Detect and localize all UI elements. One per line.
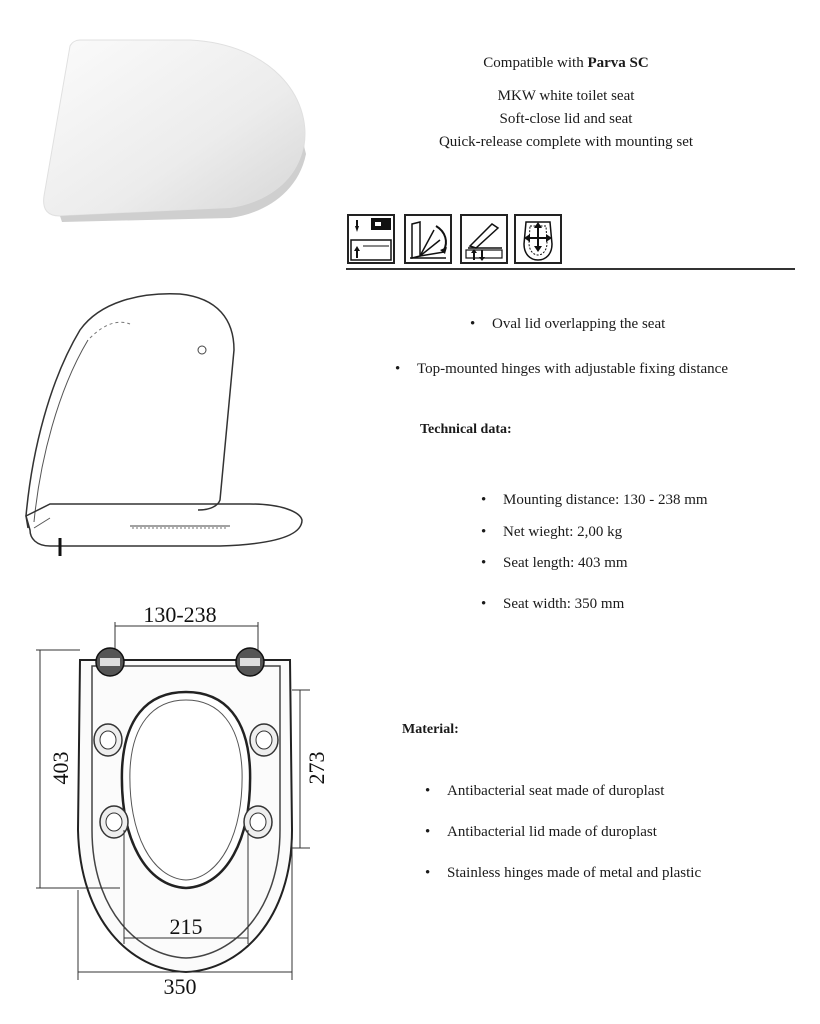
technical-text: Net wieght: 2,00 kg bbox=[503, 524, 623, 540]
soft-close-seat-icon bbox=[460, 214, 508, 264]
feature-text: Oval lid overlapping the seat bbox=[492, 316, 666, 332]
bullet: • bbox=[481, 555, 487, 571]
side-view-drawing bbox=[20, 290, 310, 560]
quick-release-icon bbox=[347, 214, 395, 264]
bullet: • bbox=[470, 316, 476, 332]
dim-hinge-label: 130-238 bbox=[143, 602, 217, 627]
technical-item bbox=[481, 596, 624, 613]
bullet: • bbox=[425, 865, 431, 881]
compat-prefix: Compatible with bbox=[483, 55, 588, 71]
dim-width-label: 350 bbox=[163, 974, 197, 999]
technical-text: Mounting distance: 130 - 238 mm bbox=[503, 492, 708, 508]
technical-item bbox=[481, 492, 708, 509]
dim-inner-label: 273 bbox=[304, 751, 329, 785]
technical-item bbox=[481, 524, 622, 541]
bullet: • bbox=[481, 596, 487, 612]
description-line: MKW white toilet seat bbox=[497, 88, 635, 104]
section-divider bbox=[346, 268, 795, 270]
bullet: • bbox=[425, 783, 431, 799]
product-photo bbox=[40, 36, 320, 222]
feature-item bbox=[395, 361, 728, 378]
description-line: Soft-close lid and seat bbox=[499, 111, 633, 127]
technical-text: Seat length: 403 mm bbox=[503, 555, 628, 571]
bullet: • bbox=[425, 824, 431, 840]
bullet: • bbox=[481, 492, 487, 508]
material-text: Antibacterial lid made of duroplast bbox=[447, 824, 657, 840]
adjustable-hinge-icon bbox=[514, 214, 562, 264]
compat-model: Parva SC bbox=[587, 55, 649, 71]
technical-item bbox=[481, 555, 628, 572]
dimension-drawing bbox=[30, 600, 329, 1000]
dim-length-label: 403 bbox=[48, 751, 73, 785]
compatibility-line bbox=[346, 55, 786, 72]
material-item bbox=[425, 865, 701, 882]
technical-text: Seat width: 350 mm bbox=[503, 596, 625, 612]
material-text: Stainless hinges made of metal and plastic bbox=[447, 865, 702, 881]
dim-fix-label: 215 bbox=[169, 914, 203, 939]
material-text: Antibacterial seat made of duroplast bbox=[447, 783, 665, 799]
technical-heading: Technical data: bbox=[420, 422, 512, 437]
material-item bbox=[425, 824, 657, 841]
material-heading: Material: bbox=[402, 722, 459, 737]
feature-item bbox=[470, 316, 665, 333]
material-item bbox=[425, 783, 664, 800]
bullet: • bbox=[395, 361, 401, 377]
soft-close-lid-icon bbox=[404, 214, 452, 264]
feature-text: Top-mounted hinges with adjustable fixing distance bbox=[417, 361, 728, 377]
description-line: Quick-release complete with mounting set bbox=[438, 134, 694, 150]
bullet: • bbox=[481, 524, 487, 540]
